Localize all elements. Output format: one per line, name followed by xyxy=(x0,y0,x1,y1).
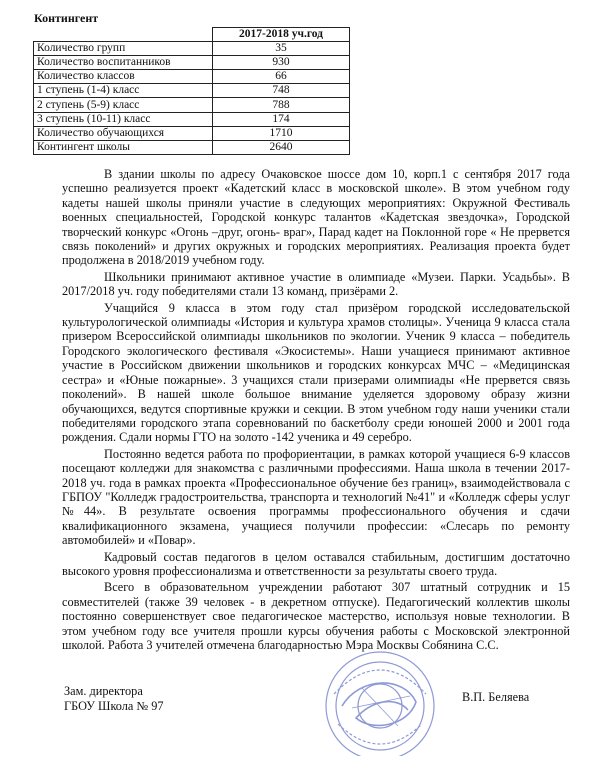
table-row xyxy=(34,42,350,56)
row-value: 2640 xyxy=(213,140,350,154)
row-label: 3 ступень (10-11) класс xyxy=(34,112,213,126)
header-year: 2017-2018 уч.год xyxy=(213,28,350,42)
signatory-title: Зам. директора xyxy=(64,684,143,698)
table-row xyxy=(34,70,350,84)
signatory-position xyxy=(64,684,164,713)
table-row xyxy=(34,126,350,140)
row-value: 748 xyxy=(213,84,350,98)
paragraph-staff-count: Всего в образовательном учреждении работают 307 штатный сотрудник и 15 совместителей (также 39 человек - в декретном отпуске). Педагогический коллектив школы постоянно совершенствует свое педагогическое мастерство, используя новые технологии. В этом учебном году все учителя прошли курсы обучения работы с Московской электронной школой. Работа 3 учителей отмечена благодарностью Мэра Москвы Собянина С.С. xyxy=(62,580,570,652)
signatory-school: ГБОУ Школа № 97 xyxy=(64,698,164,713)
row-value: 788 xyxy=(213,98,350,112)
contingent-table xyxy=(33,27,350,155)
row-label: Количество обучающихся xyxy=(34,126,213,140)
school-seal-stamp xyxy=(312,636,447,756)
table-row xyxy=(34,84,350,98)
table-row xyxy=(34,56,350,70)
paragraph-cadet-class: В здании школы по адресу Очаковское шоссе дом 10, корп.1 с сентября 2017 года успешно реализуется проект «Кадетский класс в московской школе». В этом учебном году кадеты нашей школы приняли участие в следующих мероприятиях: Окружной Фестиваль военных специальностей, Городской конкурс талантов «Кадетская звездочка», Городской творческий конкурс «Огонь –друг, огонь- враг», Парад кадет на Поклонной горе « Не прервется связь поколений» и других окружных и городских мероприятиях. Реализация проекта будет продолжена в 2018/2019 учебном году. xyxy=(62,167,570,268)
row-value: 1710 xyxy=(213,126,350,140)
row-value: 66 xyxy=(213,70,350,84)
row-value: 35 xyxy=(213,42,350,56)
row-label: Количество классов xyxy=(34,70,213,84)
row-value: 174 xyxy=(213,112,350,126)
row-label: Количество групп xyxy=(34,42,213,56)
paragraph-museums-olympiad: Школьники принимают активное участие в олимпиаде «Музеи. Парки. Усадьбы». В 2017/2018 уч. году победителями стали 13 команд, призёрами 2. xyxy=(62,269,570,299)
row-value: 930 xyxy=(213,56,350,70)
paragraph-olympiad-winners: Учащийся 9 класса в этом году стал призёром городской исследовательской культурологической олимпиады «История и культура храмов столицы». Ученица 9 класса стала призером Всероссийской олимпиады школьников по экологии. Ученик 9 класса – победитель Городского экологического фестиваля «Экосистемы». Наши учащиеся принимают активное участие в Российском движении школьников и городских конкурсах МЧС – «Медицинская сестра» и «Юные пожарные». 3 учащихся стали призерами олимпиады «Не прервется связь поколений». В нашей школе большое внимание уделяется здоровому образу жизни обучающихся, ведутся спортивные кружки и секции. В этом учебном году наши ученики стали победителями городского этапа соревнований по баскетболу среди юношей 2000 и 2001 года рождения. Сдали нормы ГТО на золото -142 ученика и 49 серебро. xyxy=(62,300,570,445)
row-label: 1 ступень (1-4) класс xyxy=(34,84,213,98)
table-row xyxy=(34,112,350,126)
paragraph-staff-stability: Кадровый состав педагогов в целом оставался стабильным, достигшим достаточно высокого уровня профессионализма и ответственности за результаты своего труда. xyxy=(62,549,570,578)
row-label: Количество воспитанников xyxy=(34,56,213,70)
paragraph-career-guidance: Постоянно ведется работа по профориентации, в рамках которой учащиеся 6-9 классов посещают колледжи для знакомства с различными профессиями. Наша школа в течении 2017-2018 уч. года в рамках проекта «Профессиональное обучение без границ», взаимодействовала с ГБПОУ "Колледж градостроительства, транспорта и технологий №41" и «Колледж сферы услуг №44». В результате освоения программы профессионального обучения и сдачи квалификационного экзамена, учащиеся получили профессии: «Слесарь по ремонту автомобилей» и «Повар». xyxy=(62,446,570,548)
header-empty-cell xyxy=(34,28,213,42)
table-row xyxy=(34,98,350,112)
table-row xyxy=(34,140,350,154)
row-label: Контингент школы xyxy=(34,140,213,154)
report-body xyxy=(62,167,570,654)
row-label: 2 ступень (5-9) класс xyxy=(34,98,213,112)
table-header-row xyxy=(34,28,350,42)
table-caption: Контингент xyxy=(34,11,99,25)
signatory-name: В.П. Беляева xyxy=(462,690,530,704)
